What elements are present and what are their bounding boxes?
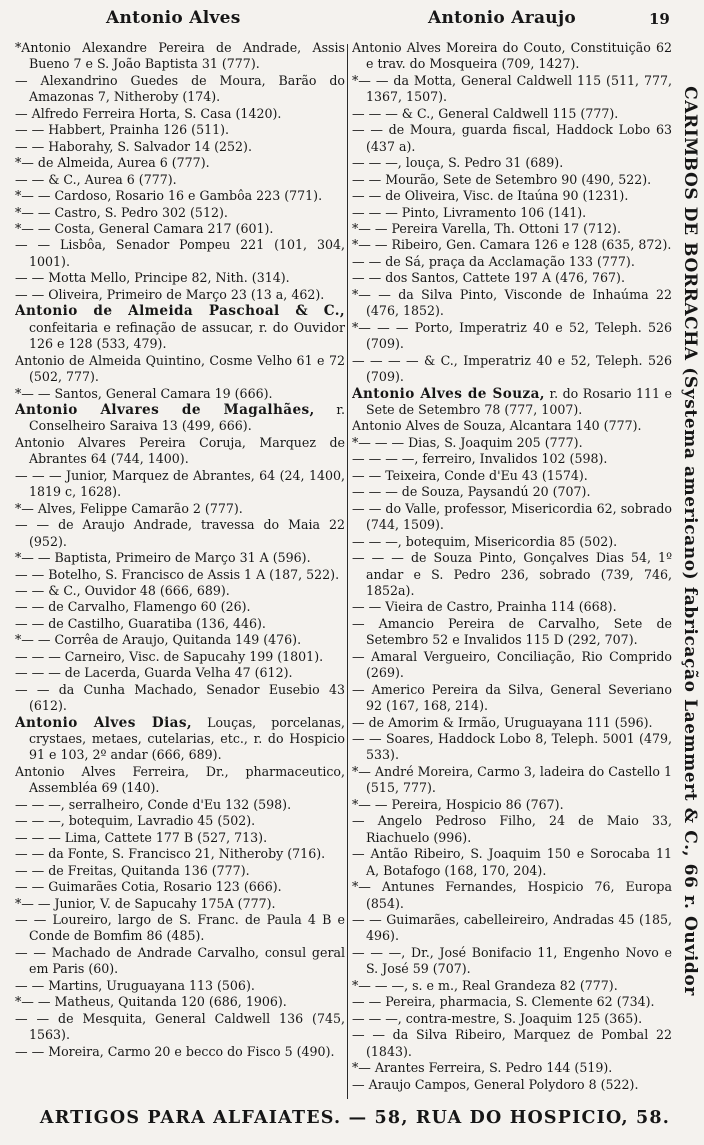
directory-entry	[352, 1011, 672, 1027]
directory-entry	[15, 172, 345, 188]
entry-text: *— — Corrêa de Araujo, Quitanda 149 (476).	[15, 632, 302, 648]
side-advertisement-text: CARIMBOS DE BORRACHA (Systema americano) fabricação Laemmert & C., 66 r. Ouvidor	[680, 86, 700, 996]
entry-text: Antonio Alves Ferreira, Dr., pharmaceutico, Assembléa 69 (140).	[15, 763, 345, 796]
directory-entry	[352, 534, 672, 550]
directory-entry	[352, 616, 672, 649]
entry-text: — — Moreira, Carmo 20 e becco do Fisco 5 (490).	[15, 1043, 335, 1059]
directory-entry	[352, 451, 672, 467]
entry-text: — — Guimarães Cotia, Rosario 123 (666).	[15, 879, 282, 895]
directory-entry	[15, 221, 345, 237]
directory-entry	[352, 205, 672, 221]
directory-entry	[15, 599, 345, 615]
directory-entry	[15, 73, 345, 106]
footer-advertisement: ARTIGOS PARA ALFAIATES. — 58, RUA DO HOSPICIO, 58.	[39, 1108, 671, 1128]
directory-entry	[352, 40, 672, 73]
entry-text: — — de Freitas, Quitanda 136 (777).	[15, 862, 250, 878]
directory-entry	[352, 682, 672, 715]
directory-entry	[15, 583, 345, 599]
directory-entry	[15, 468, 345, 501]
entry-text: — — da Cunha Machado, Senador Eusebio 43 (612).	[15, 681, 345, 714]
directory-entry	[352, 1060, 672, 1076]
entry-text: — — & C., Ouvidor 48 (666, 689).	[15, 582, 230, 598]
directory-entry	[352, 846, 672, 879]
entry-text: — — — de Souza, Paysandú 20 (707).	[352, 484, 591, 500]
directory-entry	[352, 435, 672, 451]
entry-text: — — de Oliveira, Visc. de Itaúna 90 (1231).	[352, 188, 629, 204]
directory-entry	[352, 468, 672, 484]
entry-text: — — Haborahy, S. Salvador 14 (252).	[15, 138, 252, 154]
directory-entry	[15, 155, 345, 171]
directory-entry	[352, 221, 672, 237]
entry-text: — — Loureiro, largo de S. Franc. de Paula 4 B e Conde de Bomfim 86 (485).	[15, 912, 345, 944]
directory-entry	[352, 978, 672, 994]
entry-text: *— Antunes Fernandes, Hospicio 76, Europa (854).	[352, 879, 672, 911]
directory-entry	[352, 122, 672, 155]
directory-entry	[15, 270, 345, 286]
entry-text: *— — Baptista, Primeiro de Março 31 A (596).	[15, 550, 311, 566]
directory-entry	[352, 172, 672, 188]
entry-text: *— — da Motta, General Caldwell 115 (511, 777, 1367, 1507).	[352, 72, 672, 105]
directory-entry	[15, 205, 345, 221]
entry-text: *— — — Porto, Imperatriz 40 e 52, Teleph. 526 (709).	[352, 319, 672, 352]
directory-entry	[352, 731, 672, 764]
entry-text: Antonio de Almeida Quintino, Cosme Velho 61 e 72 (502, 777).	[15, 352, 345, 385]
directory-entry	[15, 879, 345, 895]
entry-text: — — de Araujo Andrade, travessa do Maia 22 (952).	[15, 517, 345, 549]
directory-entry	[15, 106, 345, 122]
directory-entry	[352, 945, 672, 978]
entry-text: — — Lisbôa, Senador Pompeu 221 (101, 304, 1001).	[15, 237, 345, 269]
directory-entry	[352, 912, 672, 945]
entry-text: — — Teixeira, Conde d'Eu 43 (1574).	[352, 467, 588, 483]
entry-text: — — de Carvalho, Flamengo 60 (26).	[15, 599, 251, 615]
entry-text: confeitaria e refinação de assucar, r. do Ouvidor 126 e 128 (533, 479).	[29, 319, 345, 352]
entry-text: — — —, botequim, Misericordia 85 (502).	[352, 533, 618, 549]
entry-text: — — Botelho, S. Francisco de Assis 1 A (187, 522).	[15, 566, 340, 582]
entry-text: *— — Pereira Varella, Th. Ottoni 17 (712).	[352, 220, 621, 236]
entry-text: — — dos Santos, Cattete 197 A (476, 767).	[352, 270, 625, 286]
entry-text: Antonio Alvares Pereira Coruja, Marquez de Abrantes 64 (744, 1400).	[15, 434, 345, 467]
entry-text: — — Oliveira, Primeiro de Março 23 (13 a, 462).	[15, 286, 325, 302]
directory-entry	[352, 550, 672, 599]
entry-text: — — —, contra-mestre, S. Joaquim 125 (365).	[352, 1010, 643, 1026]
entry-text: — — de Sá, praça da Acclamação 133 (777).	[352, 253, 635, 269]
entry-text: — — Vieira de Castro, Prainha 114 (668).	[352, 599, 617, 615]
directory-entry	[352, 386, 672, 419]
entry-text: *— — da Silva Pinto, Visconde de Inhaúma 22 (476, 1852).	[352, 286, 672, 319]
directory-entry	[352, 764, 672, 797]
directory-entry	[15, 517, 345, 550]
entry-text: — — — Carneiro, Visc. de Sapucahy 199 (1801).	[15, 648, 324, 664]
entry-text: — Americo Pereira da Silva, General Severiano 92 (167, 168, 214).	[352, 681, 672, 714]
directory-entry	[352, 599, 672, 615]
directory-entry	[15, 764, 345, 797]
directory-entry	[352, 484, 672, 500]
directory-entry	[15, 567, 345, 583]
entry-text: *Antonio Alexandre Pereira de Andrade, Assis Bueno 7 e S. João Baptista 31 (777).	[15, 40, 345, 72]
directory-entry	[15, 813, 345, 829]
entry-bold-name: Antonio Alvares de Magalhães,	[15, 401, 315, 418]
entry-text: — — Soares, Haddock Lobo 8, Teleph. 5001 (479, 533).	[352, 731, 672, 763]
entry-text: — — — Lima, Cattete 177 B (527, 713).	[15, 829, 268, 845]
entry-text: — — Machado de Andrade Carvalho, consul geral em Paris (60).	[15, 944, 345, 977]
entry-text: *— — Castro, S. Pedro 302 (512).	[15, 204, 228, 220]
left-column	[15, 40, 345, 1102]
directory-entry	[15, 649, 345, 665]
entry-text: — — Guimarães, cabelleireiro, Andradas 45 (185, 496).	[352, 912, 672, 944]
directory-entry	[352, 1077, 672, 1093]
entry-text: *— — Santos, General Camara 19 (666).	[15, 385, 273, 401]
directory-entry	[15, 435, 345, 468]
entry-text: — — — Pinto, Livramento 106 (141).	[352, 204, 587, 220]
directory-entry	[15, 682, 345, 715]
page-number: 19	[649, 10, 670, 28]
directory-entry	[352, 73, 672, 106]
directory-entry	[15, 122, 345, 138]
directory-entry	[15, 287, 345, 303]
entry-text: *— — —, s. e m., Real Grandeza 82 (777).	[352, 977, 618, 993]
entry-text: — — — de Lacerda, Guarda Velha 47 (612).	[15, 665, 293, 681]
directory-entry	[15, 912, 345, 945]
directory-entry	[15, 715, 345, 764]
entry-text: *— — Ribeiro, Gen. Camara 126 e 128 (635, 872).	[352, 237, 672, 253]
directory-entry	[15, 550, 345, 566]
directory-entry	[15, 139, 345, 155]
directory-entry	[15, 863, 345, 879]
entry-text: Antonio Alves de Souza, Alcantara 140 (777).	[352, 418, 642, 434]
entry-text: *— — Pereira, Hospicio 86 (767).	[352, 796, 564, 812]
directory-entry	[352, 418, 672, 434]
directory-entry	[15, 616, 345, 632]
left-running-head: Antonio Alves	[106, 8, 241, 28]
entry-text: *— Alves, Felippe Camarão 2 (777).	[15, 500, 243, 516]
entry-text: — — de Castilho, Guaratiba (136, 446).	[15, 615, 266, 631]
entry-text: — — — — & C., Imperatriz 40 e 52, Teleph. 526 (709).	[352, 352, 672, 385]
page-header	[0, 4, 704, 38]
entry-text: — — —, louça, S. Pedro 31 (689).	[352, 155, 564, 171]
directory-entry	[15, 188, 345, 204]
entry-text: — — Pereira, pharmacia, S. Clemente 62 (734).	[352, 994, 655, 1010]
directory-entry	[15, 797, 345, 813]
entry-bold-name: Antonio Alves Dias,	[15, 714, 193, 731]
directory-entry	[15, 501, 345, 517]
entry-bold-name: Antonio de Almeida Paschoal & C.,	[15, 303, 345, 320]
entry-text: — — — & C., General Caldwell 115 (777).	[352, 105, 619, 121]
directory-entry	[15, 830, 345, 846]
directory-entry	[352, 106, 672, 122]
entry-text: — Alexandrino Guedes de Moura, Barão do Amazonas 7, Nitheroby (174).	[15, 72, 345, 105]
entry-text: — Araujo Campos, General Polydoro 8 (522).	[352, 1076, 639, 1092]
directory-entry	[15, 1044, 345, 1060]
directory-entry	[15, 402, 345, 435]
entry-text: *— Arantes Ferreira, S. Pedro 144 (519).	[352, 1060, 613, 1076]
entry-text: *— — Matheus, Quitanda 120 (686, 1906).	[15, 994, 287, 1010]
entry-text: — — —, Dr., José Bonifacio 11, Engenho Novo e S. José 59 (707).	[352, 944, 672, 977]
directory-entry	[352, 879, 672, 912]
entry-text: — — Mourão, Sete de Setembro 90 (490, 522).	[352, 171, 652, 187]
directory-entry	[15, 978, 345, 994]
entry-text: — — & C., Aurea 6 (777).	[15, 171, 177, 187]
entry-text: — — de Mesquita, General Caldwell 136 (745, 1563).	[15, 1010, 345, 1043]
directory-entry	[352, 1027, 672, 1060]
column-divider	[347, 44, 348, 1099]
entry-text: *— André Moreira, Carmo 3, ladeira do Castello 1 (515, 777).	[352, 763, 672, 796]
entry-text: r. do Rosario 111 e Sete de Setembro 78 (777, 1007).	[366, 385, 672, 417]
directory-entry	[15, 40, 345, 73]
entry-text: — — — de Souza Pinto, Gonçalves Dias 54, 1º andar e S. Pedro 236, sobrado (739, 746, 1852a).	[352, 550, 672, 598]
directory-entry	[352, 353, 672, 386]
directory-entry	[352, 155, 672, 171]
directory-entry	[352, 715, 672, 731]
directory-entry	[352, 797, 672, 813]
entry-text: — — do Valle, professor, Misericordia 62, sobrado (744, 1509).	[352, 500, 672, 533]
side-advertisement	[677, 86, 703, 996]
entry-text: — Amaral Vergueiro, Conciliação, Rio Comprido (269).	[352, 648, 672, 681]
entry-text: — — — —, ferreiro, Invalidos 102 (598).	[352, 451, 608, 467]
entry-text: Louças, porcelanas, crystaes, metaes, cutelarias, etc., r. do Hospicio 91 e 103, 2º andar (666, 689).	[29, 714, 345, 763]
entry-text: *— — Costa, General Camara 217 (601).	[15, 220, 274, 236]
entry-text: — — —, botequim, Lavradio 45 (502).	[15, 813, 256, 829]
directory-entry	[352, 994, 672, 1010]
entry-text: — — de Moura, guarda fiscal, Haddock Lobo 63 (437 a).	[352, 122, 672, 154]
directory-entry	[15, 994, 345, 1010]
entry-text: — Amancio Pereira de Carvalho, Sete de Setembro 52 e Invalidos 115 D (292, 707).	[352, 615, 672, 648]
directory-entry	[15, 846, 345, 862]
directory-entry	[15, 303, 345, 352]
entry-text: — — Motta Mello, Principe 82, Nith. (314).	[15, 270, 290, 286]
entry-text: — Antão Ribeiro, S. Joaquim 150 e Sorocaba 11 A, Botafogo (168, 170, 204).	[352, 846, 672, 878]
directory-entry	[352, 237, 672, 253]
entry-text: — — da Silva Ribeiro, Marquez de Pombal 22 (1843).	[352, 1027, 672, 1059]
directory-entry	[15, 665, 345, 681]
directory-entry	[352, 188, 672, 204]
entry-text: — — da Fonte, S. Francisco 21, Nitheroby (716).	[15, 846, 326, 862]
right-running-head: Antonio Araujo	[428, 8, 577, 28]
directory-entry	[352, 320, 672, 353]
entry-text: — — — Junior, Marquez de Abrantes, 64 (24, 1400, 1819 c, 1628).	[15, 467, 345, 500]
directory-entry	[352, 813, 672, 846]
directory-entry	[15, 353, 345, 386]
directory-entry	[352, 270, 672, 286]
right-column	[352, 40, 672, 1102]
entry-text: — — Habbert, Prainha 126 (511).	[15, 122, 230, 138]
directory-entry	[15, 896, 345, 912]
entry-text: Antonio Alves Moreira do Couto, Constituição 62 e trav. do Mosqueira (709, 1427).	[352, 40, 672, 72]
entry-text: — Angelo Pedroso Filho, 24 de Maio 33, Riachuelo (996).	[352, 813, 672, 845]
entry-text: *— de Almeida, Aurea 6 (777).	[15, 155, 210, 171]
directory-entry	[15, 632, 345, 648]
directory-entry	[352, 287, 672, 320]
directory-entry	[352, 649, 672, 682]
entry-text: — — Martins, Uruguayana 113 (506).	[15, 977, 255, 993]
entry-text: *— — — Dias, S. Joaquim 205 (777).	[352, 434, 583, 450]
entry-text: — Alfredo Ferreira Horta, S. Casa (1420).	[15, 105, 282, 121]
entry-text: r. Conselheiro Saraiva 13 (499, 666).	[29, 401, 345, 434]
entry-text: — — —, serralheiro, Conde d'Eu 132 (598).	[15, 796, 292, 812]
directory-entry	[15, 237, 345, 270]
directory-entry	[352, 254, 672, 270]
entry-bold-name: Antonio Alves de Souza,	[352, 385, 545, 402]
directory-entry	[352, 501, 672, 534]
directory-entry	[15, 945, 345, 978]
entry-text: *— — Cardoso, Rosario 16 e Gambôa 223 (771).	[15, 188, 323, 204]
directory-entry	[15, 1011, 345, 1044]
entry-text: — de Amorim & Irmão, Uruguayana 111 (596).	[352, 714, 653, 730]
entry-text: *— — Junior, V. de Sapucahy 175A (777).	[15, 895, 276, 911]
directory-entry	[15, 386, 345, 402]
